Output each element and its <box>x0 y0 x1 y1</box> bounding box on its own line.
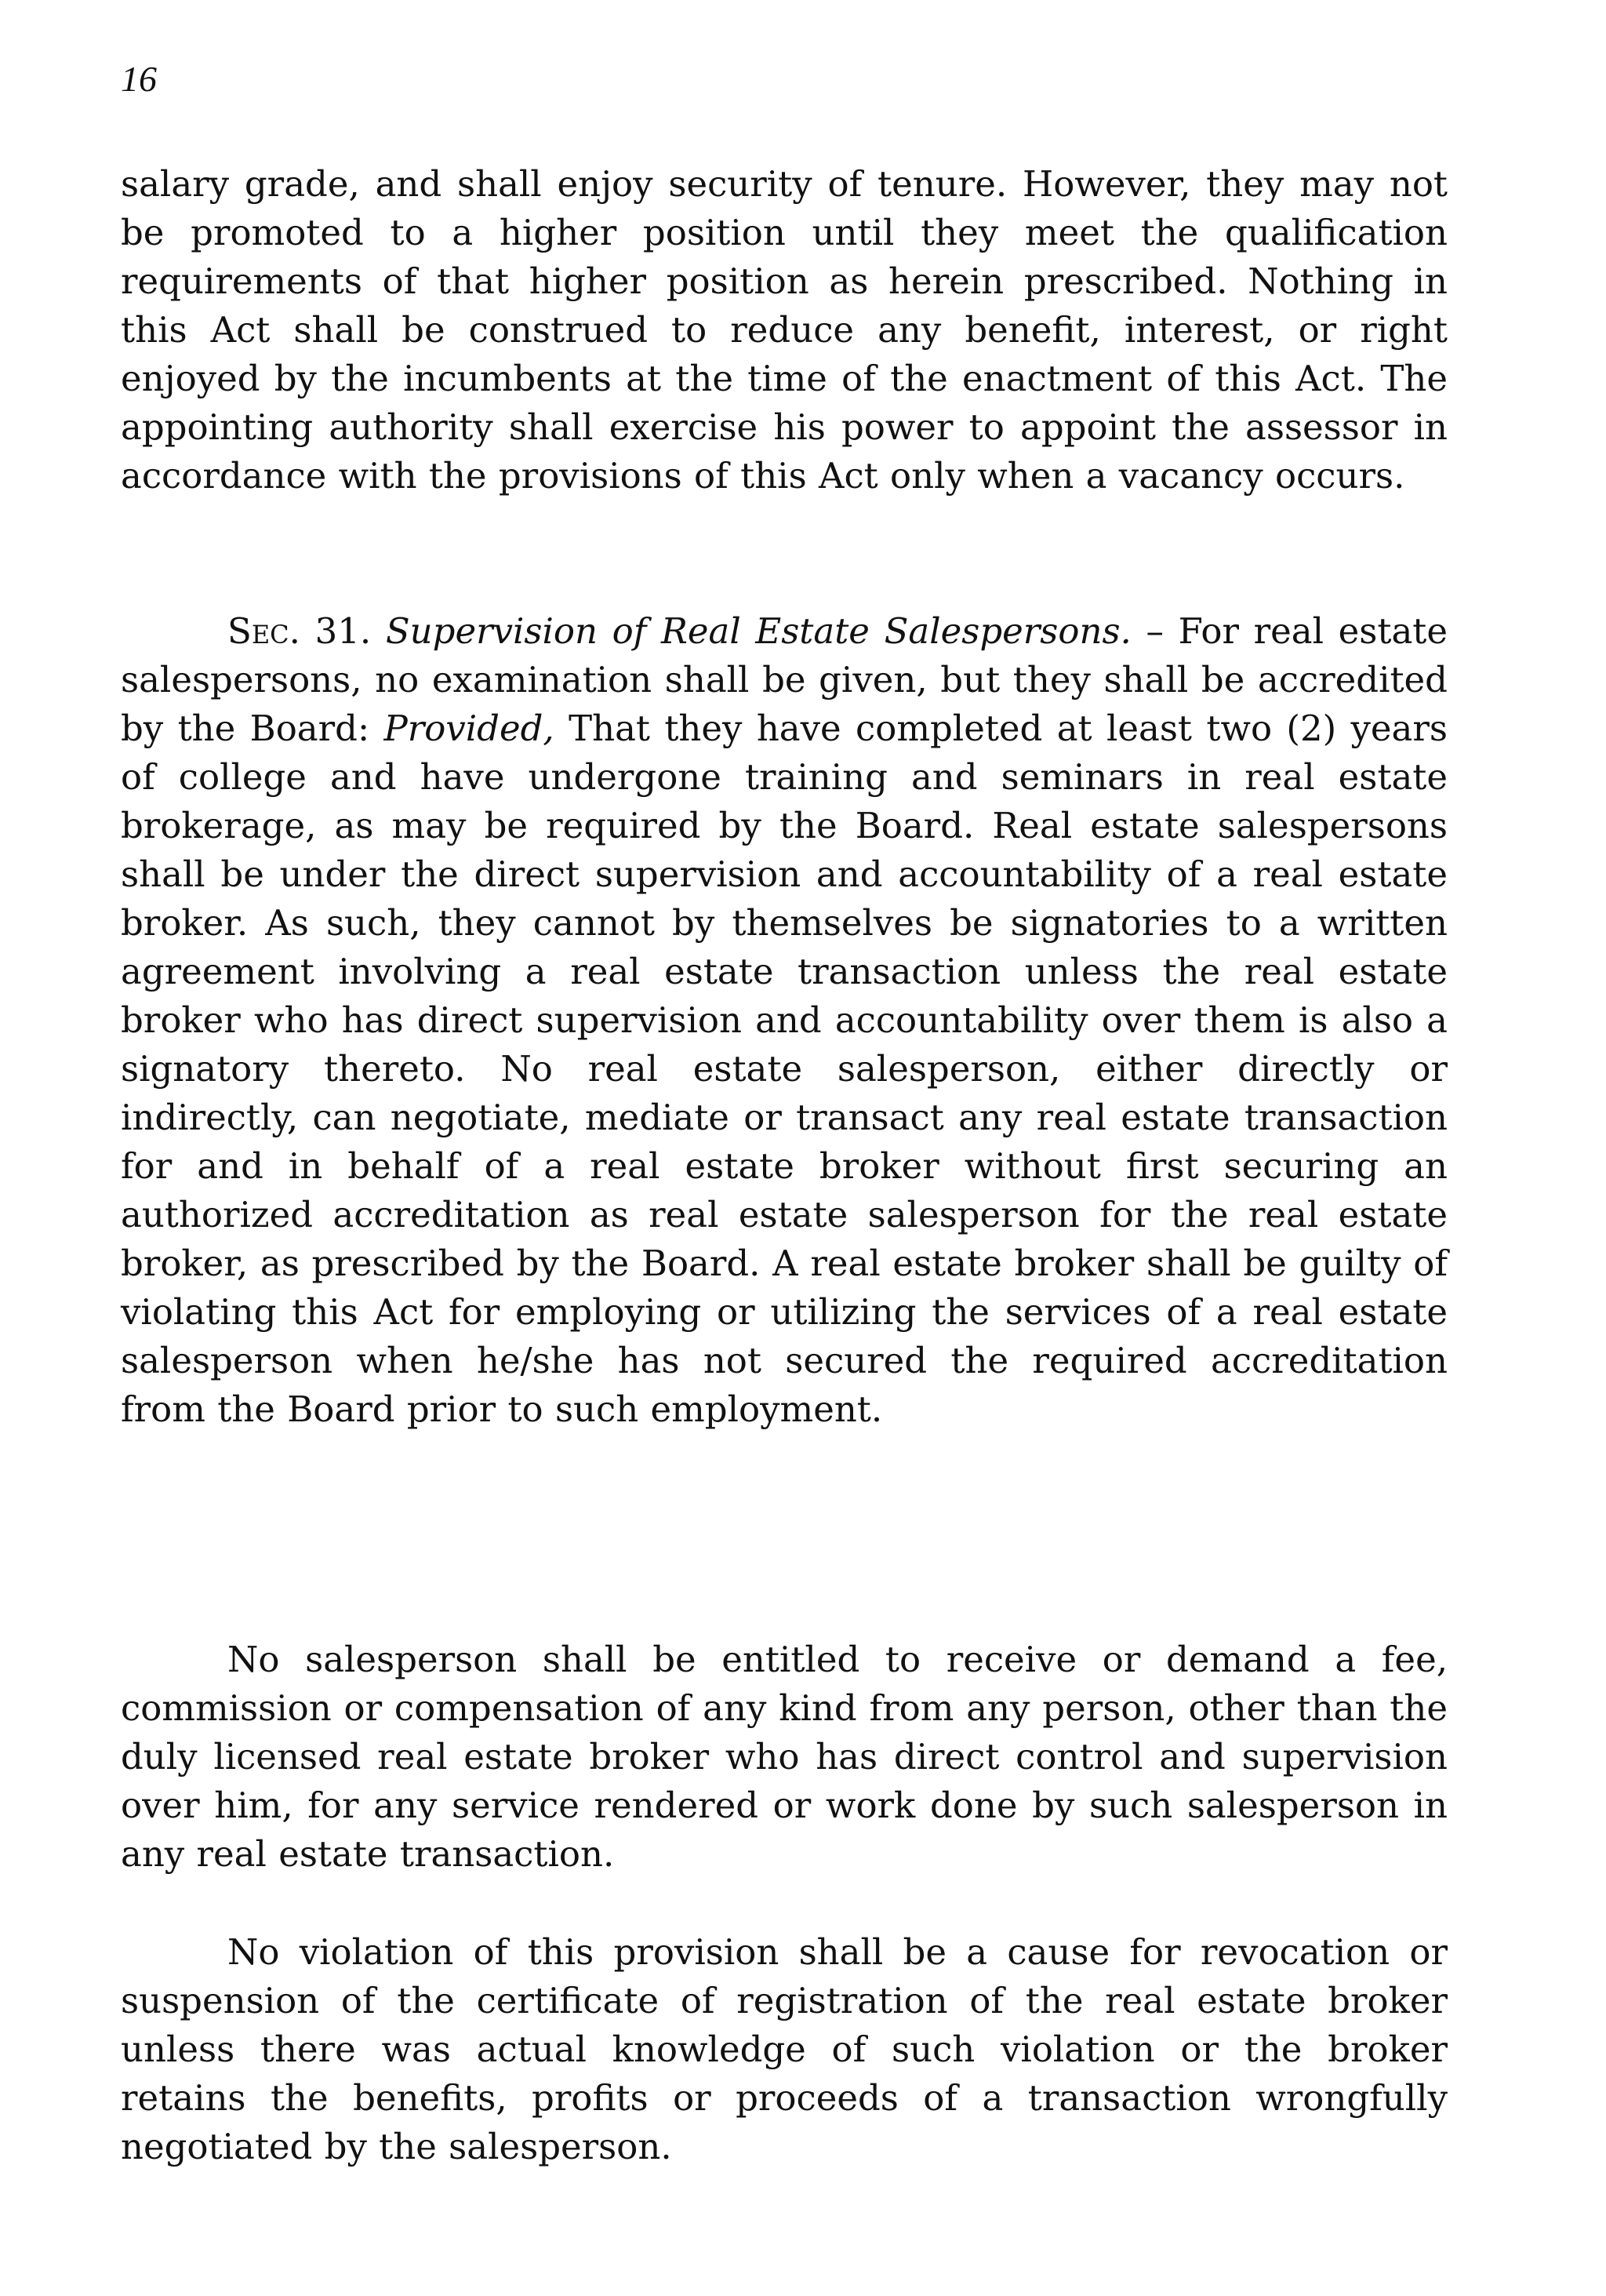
section-dash: – <box>1131 610 1179 652</box>
paragraph-no-violation: No violation of this provision shall be a cause for revocation or suspension of the certificate of registration of the real estate broker unless there was actual knowledge of such violation or the broker retains the benefits, profits or proceeds of a transaction wrongfully negotiated by the salesperson. <box>121 1931 1448 2167</box>
section-31-paragraph <box>121 607 1448 1434</box>
section-label: Sec. 31. <box>227 610 372 652</box>
section-text-b: That they have completed at least two (2) years of college and have undergone training and seminars in real estate brokerage, as may be required by the Board. Real estate salespersons shall be under the direct supervision and accountability of a real estate broker. As such, they cannot by themselves be signatories to a written agreement involving a real estate transaction unless the real estate broker who has direct supervision and accountability over them is also a signatory thereto. No real estate salesperson, either directly or indirectly, can negotiate, mediate or transact any real estate transaction for and in behalf of a real estate broker without first securing an authorized accreditation as real estate salesperson for the real estate broker, as prescribed by the Board. A real estate broker shall be guilty of violating this Act for employing or utilizing the services of a real estate salesperson when he/she has not secured the required accreditation from the Board prior to such employment. <box>121 708 1448 1430</box>
provided-term: Provided, <box>383 708 554 749</box>
section-title: Supervision of Real Estate Salespersons. <box>385 610 1132 652</box>
paragraph-no-fee: No salesperson shall be entitled to receive or demand a fee, commission or compensation of any kind from any person, other than the duly licensed real estate broker who has direct control and supervision over him, for any service rendered or work done by such salesperson in any real estate transaction. <box>121 1639 1448 1875</box>
paragraph-tenure: salary grade, and shall enjoy security of tenure. However, they may not be promoted to a higher position until they meet the qualification requirements of that higher position as herein prescribed. Nothing in this Act shall be construed to reduce any benefit, interest, or right enjoyed by the incumbents at the time of the enactment of this Act. The appointing authority shall exercise his power to appoint the assessor in accordance with the provisions of this Act only when a vacancy occurs. <box>121 163 1448 497</box>
page-number: 16 <box>121 59 157 99</box>
section-text-a: For real estate salespersons, no examination shall be given, but they shall be accredited by the Board: <box>121 610 1448 749</box>
